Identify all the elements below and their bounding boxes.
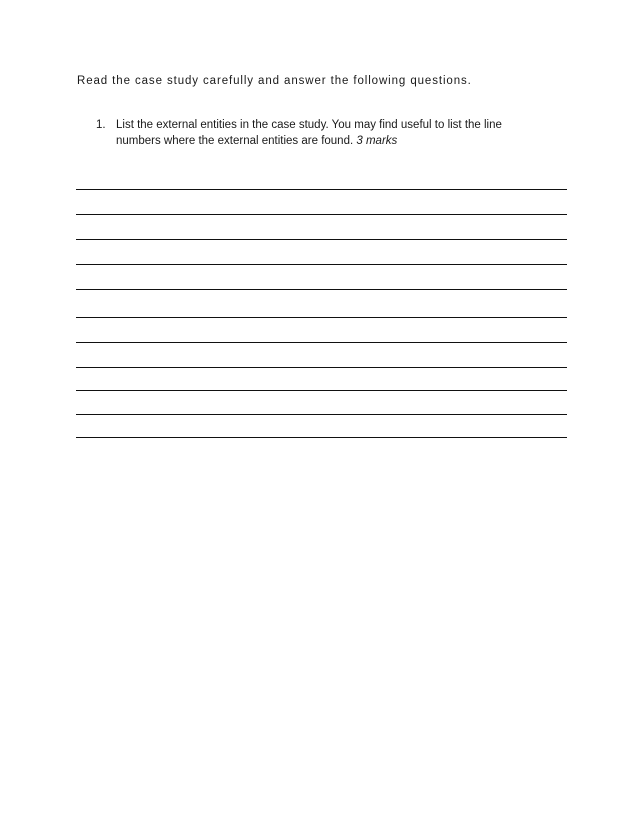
instructions-text: Read the case study carefully and answer the following questions. — [77, 75, 472, 87]
answer-line[interactable] — [76, 367, 567, 368]
answer-line[interactable] — [76, 264, 567, 265]
answer-line[interactable] — [76, 317, 567, 318]
answer-line[interactable] — [76, 390, 567, 391]
answer-line[interactable] — [76, 189, 567, 190]
answer-line[interactable] — [76, 342, 567, 343]
question-marks: 3 marks — [356, 135, 398, 147]
question-text: List the external entities in the case study. You may find useful to list the line numbers where the external entities are found. — [116, 119, 502, 147]
answer-line[interactable] — [76, 414, 567, 415]
answer-line[interactable] — [76, 437, 567, 438]
question-number: 1. — [96, 119, 106, 131]
answer-line[interactable] — [76, 289, 567, 290]
answer-line[interactable] — [76, 239, 567, 240]
answer-line[interactable] — [76, 214, 567, 215]
question-text-block — [116, 117, 536, 149]
